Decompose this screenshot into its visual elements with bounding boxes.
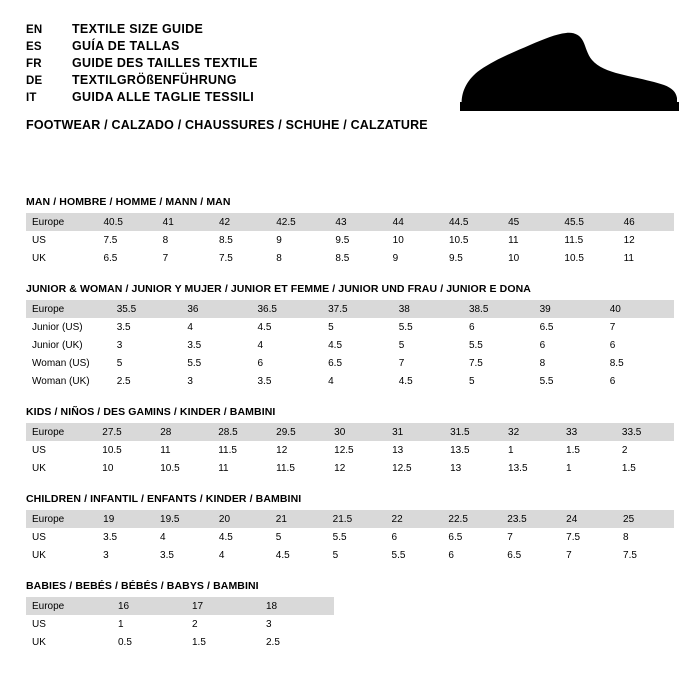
size-cell: 1 <box>560 459 616 477</box>
size-cell: 21 <box>270 510 327 528</box>
size-cell: 11.5 <box>212 441 270 459</box>
size-cell: 8.5 <box>604 354 674 372</box>
language-title: TEXTILGRÖßENFÜHRUNG <box>72 73 237 87</box>
size-cell: 9 <box>270 231 329 249</box>
size-cell: 6 <box>252 354 323 372</box>
size-cell: 9 <box>387 249 443 267</box>
row-label: Woman (US) <box>26 354 111 372</box>
size-cell: 11.5 <box>558 231 617 249</box>
size-cell: 11 <box>212 459 270 477</box>
size-cell: 8.5 <box>329 249 386 267</box>
table-row <box>26 441 674 459</box>
size-cell: 13.5 <box>444 441 502 459</box>
size-cell: 23.5 <box>501 510 560 528</box>
size-cell: 33.5 <box>616 423 674 441</box>
size-cell: 5.5 <box>463 336 534 354</box>
size-cell: 9.5 <box>329 231 386 249</box>
size-cell: 19 <box>97 510 154 528</box>
table-row <box>26 354 674 372</box>
size-tables <box>26 196 674 667</box>
table-row <box>26 510 674 528</box>
section-title: JUNIOR & WOMAN / JUNIOR Y MUJER / JUNIOR ET FEMME / JUNIOR UND FRAU / JUNIOR E DONA <box>26 283 531 295</box>
size-cell: 10.5 <box>154 459 212 477</box>
table-row <box>26 528 674 546</box>
table-row <box>26 336 674 354</box>
size-table <box>26 300 674 390</box>
size-section <box>26 283 674 390</box>
row-label: Junior (UK) <box>26 336 111 354</box>
size-cell: 20 <box>213 510 270 528</box>
size-cell: 7.5 <box>97 231 156 249</box>
size-cell: 12 <box>270 441 328 459</box>
size-cell: 10 <box>96 459 154 477</box>
size-cell: 35.5 <box>111 300 182 318</box>
size-cell: 6 <box>463 318 534 336</box>
size-cell: 17 <box>186 597 260 615</box>
size-cell: 8 <box>157 231 213 249</box>
table-row <box>26 615 334 633</box>
size-cell: 25 <box>617 510 674 528</box>
size-cell: 28.5 <box>212 423 270 441</box>
size-cell: 8 <box>534 354 604 372</box>
size-cell: 44 <box>387 213 443 231</box>
size-cell: 19.5 <box>154 510 213 528</box>
dress-shoe-icon <box>452 30 682 116</box>
size-cell: 42 <box>213 213 270 231</box>
language-title: GUIDE DES TAILLES TEXTILE <box>72 56 258 70</box>
row-label: US <box>26 441 96 459</box>
size-section <box>26 406 674 477</box>
size-cell: 3 <box>97 546 154 564</box>
size-cell: 6.5 <box>442 528 501 546</box>
table-row <box>26 249 674 267</box>
size-cell: 7 <box>393 354 463 372</box>
table-row <box>26 231 674 249</box>
size-cell: 10.5 <box>443 231 502 249</box>
size-cell: 3.5 <box>111 318 182 336</box>
row-label: Junior (US) <box>26 318 111 336</box>
row-label: UK <box>26 546 97 564</box>
size-cell: 7 <box>157 249 213 267</box>
size-cell: 41 <box>157 213 213 231</box>
size-cell: 3 <box>181 372 251 390</box>
size-cell: 3 <box>260 615 334 633</box>
size-cell: 3 <box>111 336 182 354</box>
row-label: Europe <box>26 300 111 318</box>
size-cell: 4.5 <box>322 336 393 354</box>
table-row <box>26 459 674 477</box>
size-cell: 6.5 <box>322 354 393 372</box>
table-row <box>26 213 674 231</box>
size-cell: 11 <box>154 441 212 459</box>
size-cell: 7 <box>604 318 674 336</box>
size-cell: 7.5 <box>213 249 270 267</box>
size-cell: 4 <box>322 372 393 390</box>
size-cell: 37.5 <box>322 300 393 318</box>
size-cell: 5.5 <box>181 354 251 372</box>
size-cell: 11.5 <box>270 459 328 477</box>
size-table <box>26 510 674 564</box>
size-cell: 6 <box>442 546 501 564</box>
size-cell: 2.5 <box>260 633 334 651</box>
size-cell: 43 <box>329 213 386 231</box>
size-cell: 32 <box>502 423 560 441</box>
size-cell: 2 <box>616 441 674 459</box>
size-cell: 7.5 <box>560 528 617 546</box>
row-label: Europe <box>26 597 112 615</box>
size-section <box>26 580 674 651</box>
row-label: UK <box>26 249 97 267</box>
size-cell: 7.5 <box>463 354 534 372</box>
size-cell: 46 <box>618 213 674 231</box>
size-cell: 16 <box>112 597 186 615</box>
section-title: MAN / HOMBRE / HOMME / MANN / MAN <box>26 196 231 208</box>
size-cell: 31.5 <box>444 423 502 441</box>
size-cell: 3.5 <box>181 336 251 354</box>
row-label: UK <box>26 459 96 477</box>
section-title: CHILDREN / INFANTIL / ENFANTS / KINDER / BAMBINI <box>26 493 302 505</box>
size-cell: 5 <box>270 528 327 546</box>
size-cell: 24 <box>560 510 617 528</box>
size-cell: 12.5 <box>328 441 386 459</box>
size-cell: 1.5 <box>186 633 260 651</box>
row-label: Europe <box>26 423 96 441</box>
size-cell: 6 <box>386 528 443 546</box>
size-cell: 31 <box>386 423 444 441</box>
size-cell: 0.5 <box>112 633 186 651</box>
size-cell: 12.5 <box>386 459 444 477</box>
size-cell: 5.5 <box>386 546 443 564</box>
size-cell: 2 <box>186 615 260 633</box>
row-label: US <box>26 615 112 633</box>
size-cell: 1 <box>112 615 186 633</box>
section-title: BABIES / BEBÉS / BÉBÉS / BABYS / BAMBINI <box>26 580 259 592</box>
size-cell: 33 <box>560 423 616 441</box>
size-cell: 13 <box>444 459 502 477</box>
size-cell: 4 <box>252 336 323 354</box>
size-cell: 22 <box>386 510 443 528</box>
size-cell: 5.5 <box>393 318 463 336</box>
size-cell: 5 <box>111 354 182 372</box>
size-cell: 30 <box>328 423 386 441</box>
size-cell: 10.5 <box>558 249 617 267</box>
size-cell: 3.5 <box>252 372 323 390</box>
size-cell: 1 <box>502 441 560 459</box>
row-label: Woman (UK) <box>26 372 111 390</box>
language-code: FR <box>26 58 42 70</box>
size-cell: 6 <box>534 336 604 354</box>
size-cell: 4.5 <box>393 372 463 390</box>
size-cell: 5 <box>322 318 393 336</box>
size-cell: 4 <box>154 528 213 546</box>
size-cell: 8 <box>617 528 674 546</box>
size-cell: 1.5 <box>560 441 616 459</box>
size-cell: 38.5 <box>463 300 534 318</box>
table-row <box>26 633 334 651</box>
size-cell: 28 <box>154 423 212 441</box>
language-code: DE <box>26 75 43 87</box>
size-cell: 4.5 <box>213 528 270 546</box>
size-cell: 9.5 <box>443 249 502 267</box>
size-cell: 10.5 <box>96 441 154 459</box>
size-cell: 6 <box>604 372 674 390</box>
section-title: KIDS / NIÑOS / DES GAMINS / KINDER / BAMBINI <box>26 406 276 418</box>
size-cell: 11 <box>502 231 558 249</box>
size-cell: 12 <box>328 459 386 477</box>
size-cell: 3.5 <box>154 546 213 564</box>
language-code: IT <box>26 92 37 104</box>
size-cell: 5 <box>327 546 386 564</box>
size-cell: 36 <box>181 300 251 318</box>
size-cell: 4.5 <box>270 546 327 564</box>
language-title: GUÍA DE TALLAS <box>72 39 180 53</box>
size-cell: 6.5 <box>501 546 560 564</box>
size-table <box>26 597 334 651</box>
size-cell: 11 <box>618 249 674 267</box>
size-cell: 21.5 <box>327 510 386 528</box>
table-row <box>26 597 334 615</box>
size-cell: 5.5 <box>534 372 604 390</box>
size-table <box>26 423 674 477</box>
language-code: ES <box>26 41 42 53</box>
size-cell: 8.5 <box>213 231 270 249</box>
size-cell: 18 <box>260 597 334 615</box>
size-cell: 29.5 <box>270 423 328 441</box>
row-label: Europe <box>26 213 97 231</box>
size-cell: 6.5 <box>97 249 156 267</box>
size-cell: 5.5 <box>327 528 386 546</box>
size-cell: 12 <box>618 231 674 249</box>
size-cell: 40 <box>604 300 674 318</box>
row-label: US <box>26 231 97 249</box>
size-cell: 38 <box>393 300 463 318</box>
size-cell: 6 <box>604 336 674 354</box>
table-row <box>26 546 674 564</box>
size-cell: 45 <box>502 213 558 231</box>
size-cell: 5 <box>463 372 534 390</box>
size-cell: 10 <box>387 231 443 249</box>
size-cell: 42.5 <box>270 213 329 231</box>
size-cell: 1.5 <box>616 459 674 477</box>
size-cell: 7.5 <box>617 546 674 564</box>
row-label: US <box>26 528 97 546</box>
size-cell: 40.5 <box>97 213 156 231</box>
size-cell: 10 <box>502 249 558 267</box>
language-code: EN <box>26 24 43 36</box>
table-row <box>26 372 674 390</box>
size-cell: 13.5 <box>502 459 560 477</box>
language-title: GUIDA ALLE TAGLIE TESSILI <box>72 90 255 104</box>
table-row <box>26 423 674 441</box>
size-cell: 4 <box>213 546 270 564</box>
language-title: TEXTILE SIZE GUIDE <box>72 22 204 36</box>
size-cell: 22.5 <box>442 510 501 528</box>
size-cell: 13 <box>386 441 444 459</box>
size-cell: 27.5 <box>96 423 154 441</box>
size-cell: 36.5 <box>252 300 323 318</box>
size-cell: 6.5 <box>534 318 604 336</box>
row-label: Europe <box>26 510 97 528</box>
table-row <box>26 318 674 336</box>
size-section <box>26 493 674 564</box>
size-section <box>26 196 674 267</box>
size-cell: 7 <box>501 528 560 546</box>
table-row <box>26 300 674 318</box>
size-cell: 2.5 <box>111 372 182 390</box>
size-cell: 4 <box>181 318 251 336</box>
size-cell: 39 <box>534 300 604 318</box>
category-title: FOOTWEAR / CALZADO / CHAUSSURES / SCHUHE / CALZATURE <box>26 118 428 132</box>
size-table <box>26 213 674 267</box>
size-cell: 7 <box>560 546 617 564</box>
row-label: UK <box>26 633 112 651</box>
size-cell: 4.5 <box>252 318 323 336</box>
size-cell: 8 <box>270 249 329 267</box>
size-cell: 5 <box>393 336 463 354</box>
size-cell: 45.5 <box>558 213 617 231</box>
size-cell: 3.5 <box>97 528 154 546</box>
size-cell: 44.5 <box>443 213 502 231</box>
